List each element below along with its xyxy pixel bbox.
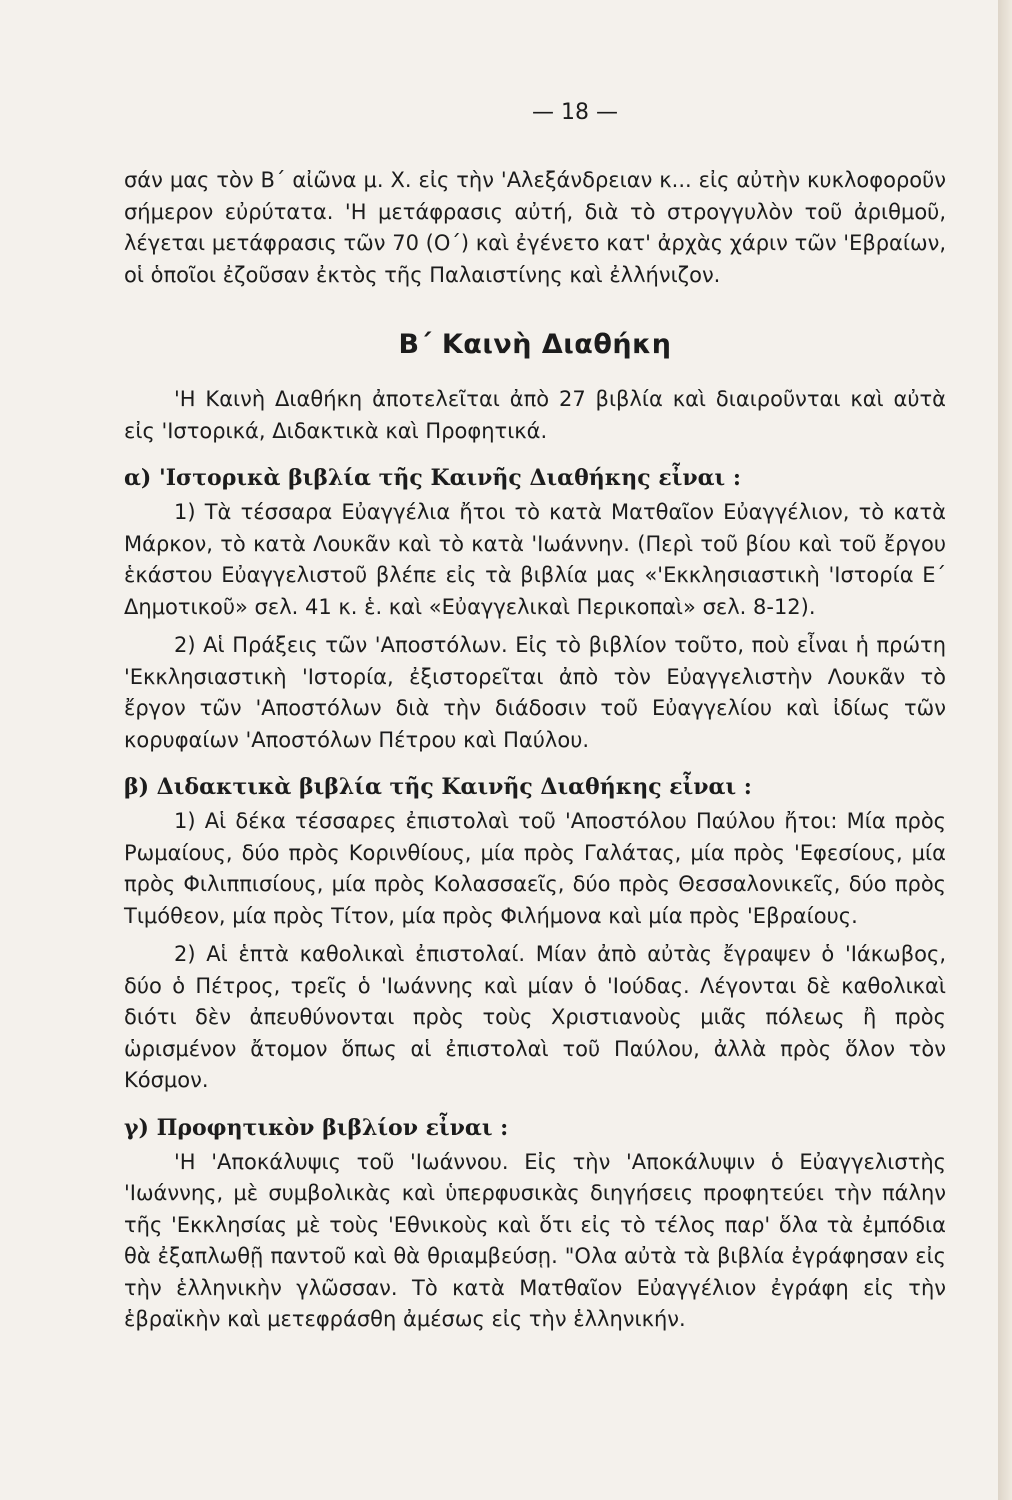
historical-item-acts: 2) Αἱ Πράξεις τῶν 'Αποστόλων. Εἰς τὸ βιβλίον τοῦτο, ποὺ εἶναι ἡ πρώτη 'Εκκλησιαστικὴ 'Ιστορία, ἐξιστορεῖται ἀπὸ τὸν Εὐαγγελιστὴν Λουκᾶν τὸ ἔργον τῶν 'Αποστόλων διὰ τὴν διάδοσιν τοῦ Εὐαγγελίου καὶ ἰδίως τῶν κορυφαίων 'Αποστόλων Πέτρου καὶ Παύλου. (124, 633, 946, 752)
didactic-item-catholic-epistles: 2) Αἱ ἑπτὰ καθολικαὶ ἐπιστολαί. Μίαν ἀπὸ αὐτὰς ἔγραψεν ὁ 'Ιάκωβος, δύο ὁ Πέτρος, τρεῖς ὁ 'Ιωάννης καὶ μίαν ὁ 'Ιούδας. Λέγονται δὲ καθολικαὶ διότι δὲν ἀπευθύνονται πρὸς τοὺς Χριστιανοὺς μιᾶς πόλεως ἢ πρὸς ὡρισμένον ἄτομον ὅπως αἱ ἐπιστολαὶ τοῦ Παύλου, ἀλλὰ πρὸς ὅλον τὸν Κόσμον. (124, 942, 946, 1092)
didactic-item-pauline-epistles: 1) Αἱ δέκα τέσσαρες ἐπιστολαὶ τοῦ 'Αποστόλου Παύλου ἤτοι: Μία πρὸς Ρωμαίους, δύο πρὸς Κορινθίους, μία πρὸς Γαλάτας, μία πρὸς 'Εφεσίους, μία πρὸς Φιλιππισίους, μία πρὸς Κολασσαεῖς, δύο πρὸς Θεσσαλονικεῖς, δύο πρὸς Τιμόθεον, μία πρὸς Τίτον, μία πρὸς Φιλήμονα καὶ μία πρὸς 'Εβραίους. (124, 809, 946, 928)
didactic-books-heading: β) Διδακτικὰ βιβλία τῆς Καινῆς Διαθήκης εἶναι : (124, 774, 752, 800)
intro-paragraph: σάν μας τὸν Β΄ αἰῶνα μ. Χ. εἰς τὴν 'Αλεξάνδρειαν κ... εἰς αὐτὴν κυκλοφοροῦν σήμερον εὐρύτατα. 'Η μετάφρασις αὐτή, διὰ τὸ στρογγυλὸν τοῦ ἀριθμοῦ, λέγεται μετάφρασις τῶν 70 (Ο΄) καὶ ἐγένετο κατ' ἀρχὰς χάριν τῶν 'Εβραίων, οἱ ὁποῖοι ἐζοῦσαν ἐκτὸς τῆς Παλαιστίνης καὶ ἐλλήνιζον. (124, 168, 946, 287)
prophetic-book-heading: γ) Προφητικὸν βιβλίον εἶναι : (124, 1114, 509, 1141)
historical-item-gospels: 1) Τὰ τέσσαρα Εὐαγγέλια ἤτοι τὸ κατὰ Ματθαῖον Εὐαγγέλιον, τὸ κατὰ Μάρκον, τὸ κατὰ Λουκᾶν καὶ τὸ κατὰ 'Ιωάννην. (Περὶ τοῦ βίου καὶ τοῦ ἔργου ἑκάστου Εὐαγγελιστοῦ βλέπε εἰς τὰ βιβλία μας «'Εκκλησιαστικὴ 'Ιστορία Ε΄ Δημοτικοῦ» σελ. 41 κ. ἑ. καὶ «Εὐαγγελικαὶ Περικοπαὶ» σελ. 8-12). (124, 500, 946, 619)
section-intro-paragraph: 'Η Καινὴ Διαθήκη ἀποτελεῖται ἀπὸ 27 βιβλία καὶ διαιροῦνται καὶ αὐτὰ εἰς 'Ιστορικά, Διδακτικὰ καὶ Προφητικά. (124, 387, 946, 443)
page-number: — 18 — (532, 100, 618, 125)
page-binding-edge (998, 0, 1012, 1500)
prophetic-book-paragraph: 'Η 'Αποκάλυψις τοῦ 'Ιωάννου. Εἰς τὴν 'Αποκάλυψιν ὁ Εὐαγγελιστὴς 'Ιωάννης, μὲ συμβολικὰς καὶ ὑπερφυσικὰς διηγήσεις προφητεύει τὴν πάλην τῆς 'Εκκλησίας μὲ τοὺς 'Εθνικοὺς καὶ ὅτι εἰς τὸ τέλος παρ' ὅλα τὰ ἐμπόδια θὰ ἐξαπλωθῇ παντοῦ καὶ θὰ θριαμβεύσῃ. "Ολα αὐτὰ τὰ βιβλία ἐγράφησαν εἰς τὴν ἑλληνικὴν γλῶσσαν. Τὸ κατὰ Ματθαῖον Εὐαγγέλιον ἐγράφη εἰς τὴν ἑβραϊκὴν καὶ μετεφράσθη ἀμέσως εἰς τὴν ἑλληνικήν. (124, 1149, 946, 1331)
historical-books-heading: α) 'Ιστορικὰ βιβλία τῆς Καινῆς Διαθήκης εἶναι : (124, 465, 741, 491)
section-title: Β΄ Καινὴ Διαθήκη (398, 329, 672, 360)
